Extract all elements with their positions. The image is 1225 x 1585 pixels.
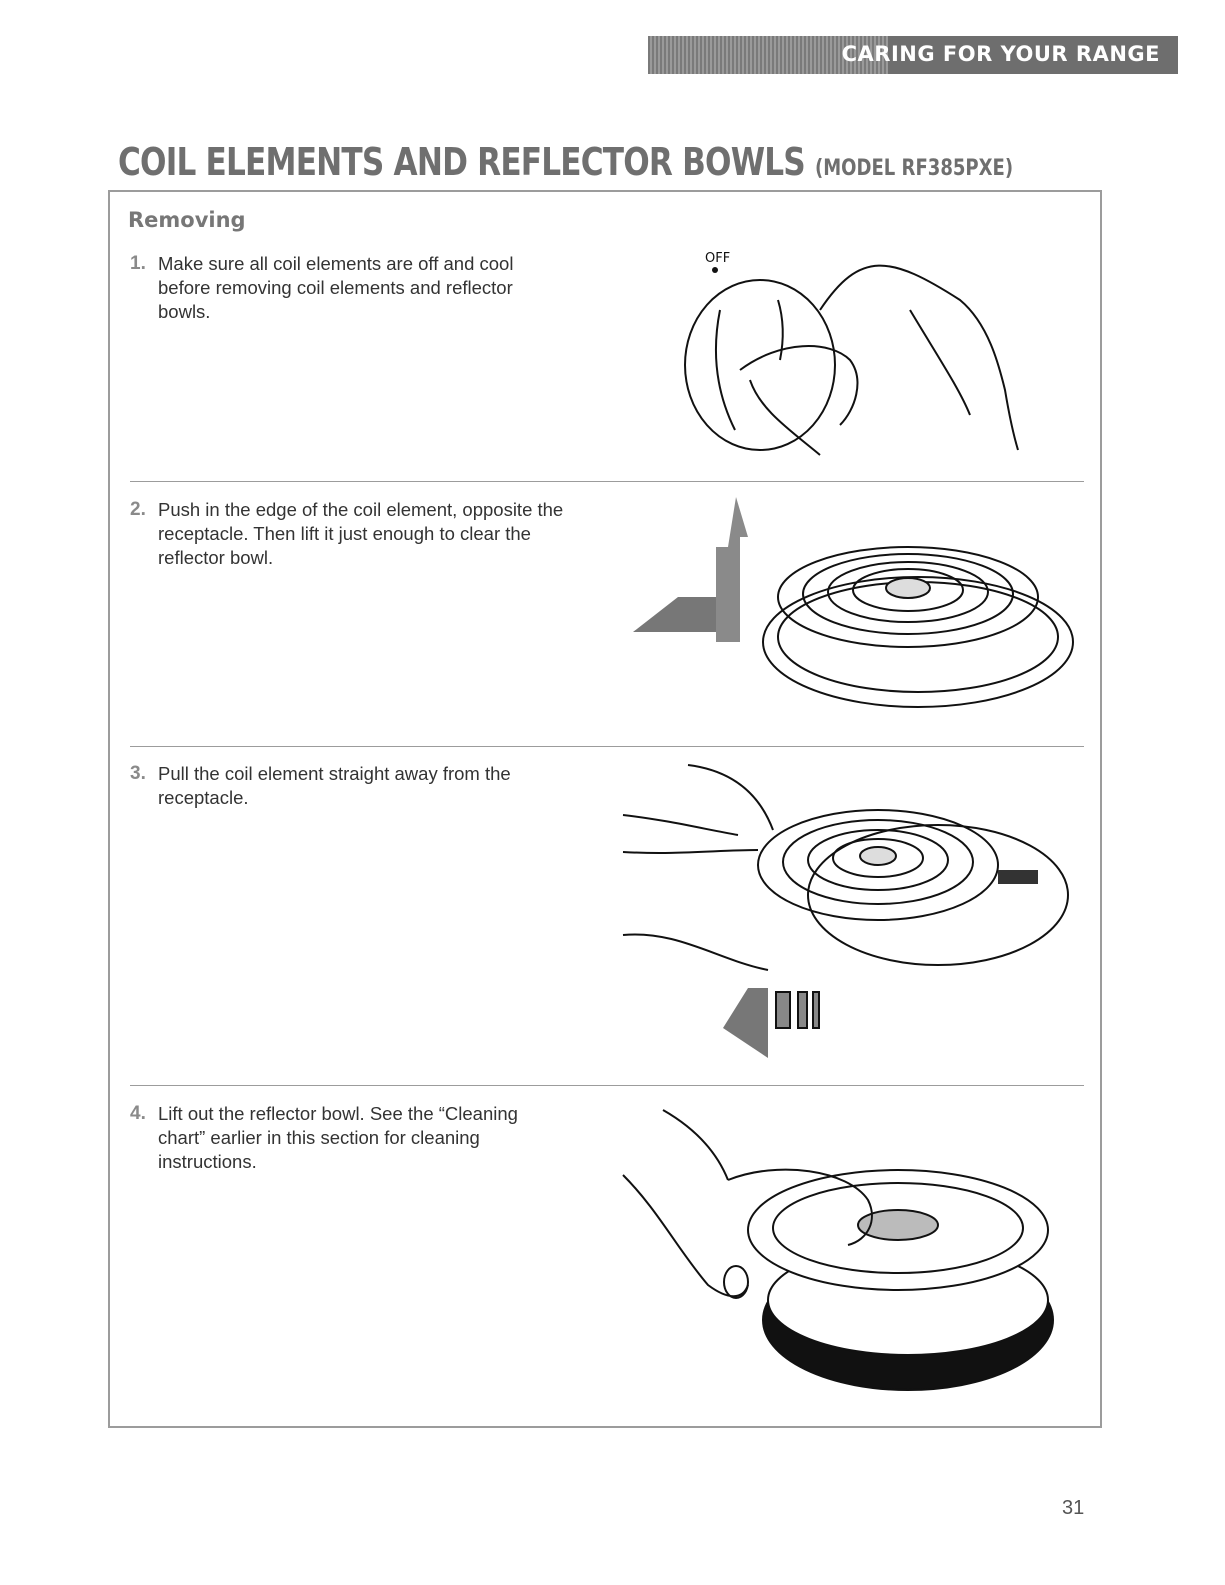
step-2 (130, 498, 600, 570)
knob-rim (716, 310, 735, 430)
finger-outline (740, 346, 857, 425)
receptacle-terminal (998, 870, 1038, 884)
knob-indicator-dot (712, 267, 718, 273)
knob-off-illustration (660, 240, 1040, 460)
step-divider (130, 481, 1084, 482)
hand-outline (623, 1175, 748, 1296)
step-number: 2. (130, 499, 146, 520)
hand-outline (820, 266, 1018, 450)
arm-outline (663, 1110, 728, 1180)
model-note: (MODEL RF385PXE) (814, 156, 1014, 181)
step-text: Pull the coil element straight away from the receptacle. (158, 763, 511, 808)
step-number: 1. (130, 253, 146, 274)
step-text: Make sure all coil elements are off and cool before removing coil elements and reflector bowls. (158, 253, 514, 322)
step-divider (130, 1085, 1084, 1086)
arrow-tail-stripe (798, 992, 807, 1028)
page-number: 31 (1062, 1497, 1085, 1519)
reflector-bowl-rim (778, 582, 1058, 692)
reflector-bowl-lift-illustration (618, 1100, 1078, 1400)
step-number: 3. (130, 763, 146, 784)
knob-off-label: OFF (705, 251, 731, 266)
thumb-outline (750, 380, 820, 455)
hand-outline (623, 934, 768, 970)
hand-outline (623, 815, 738, 835)
arrow-tail-stripe (776, 992, 790, 1028)
step-text: Lift out the reflector bowl. See the “Cleaning chart” earlier in this section for cleaning instructions. (158, 1103, 518, 1172)
coil-pull-illustration (618, 760, 1078, 1060)
step-text: Push in the edge of the coil element, opposite the receptacle. Then lift it just enough to clear the reflector bowl. (158, 499, 564, 568)
step-1 (130, 252, 520, 324)
step-3 (130, 762, 600, 810)
page-title (118, 140, 1013, 184)
section-heading-removing: Removing (128, 208, 246, 232)
page-title-text: COIL ELEMENTS AND REFLECTOR BOWLS (118, 140, 805, 184)
arrow-tail-stripe (813, 992, 819, 1028)
arm-outline (688, 765, 773, 830)
hand-crease (910, 310, 970, 415)
coil-center (886, 578, 930, 598)
lift-arrow-icon (716, 497, 748, 642)
step-divider (130, 746, 1084, 747)
section-header-bar (648, 36, 1178, 74)
hand-outline (623, 850, 758, 853)
thumb-nail (724, 1266, 748, 1298)
coil-lift-illustration (618, 492, 1078, 722)
knob-body (685, 280, 835, 450)
coil-center (860, 847, 896, 865)
step-number: 4. (130, 1103, 146, 1124)
pull-arrow-icon (723, 988, 768, 1058)
section-title: CARING FOR YOUR RANGE (841, 42, 1160, 66)
step-4 (130, 1102, 570, 1174)
